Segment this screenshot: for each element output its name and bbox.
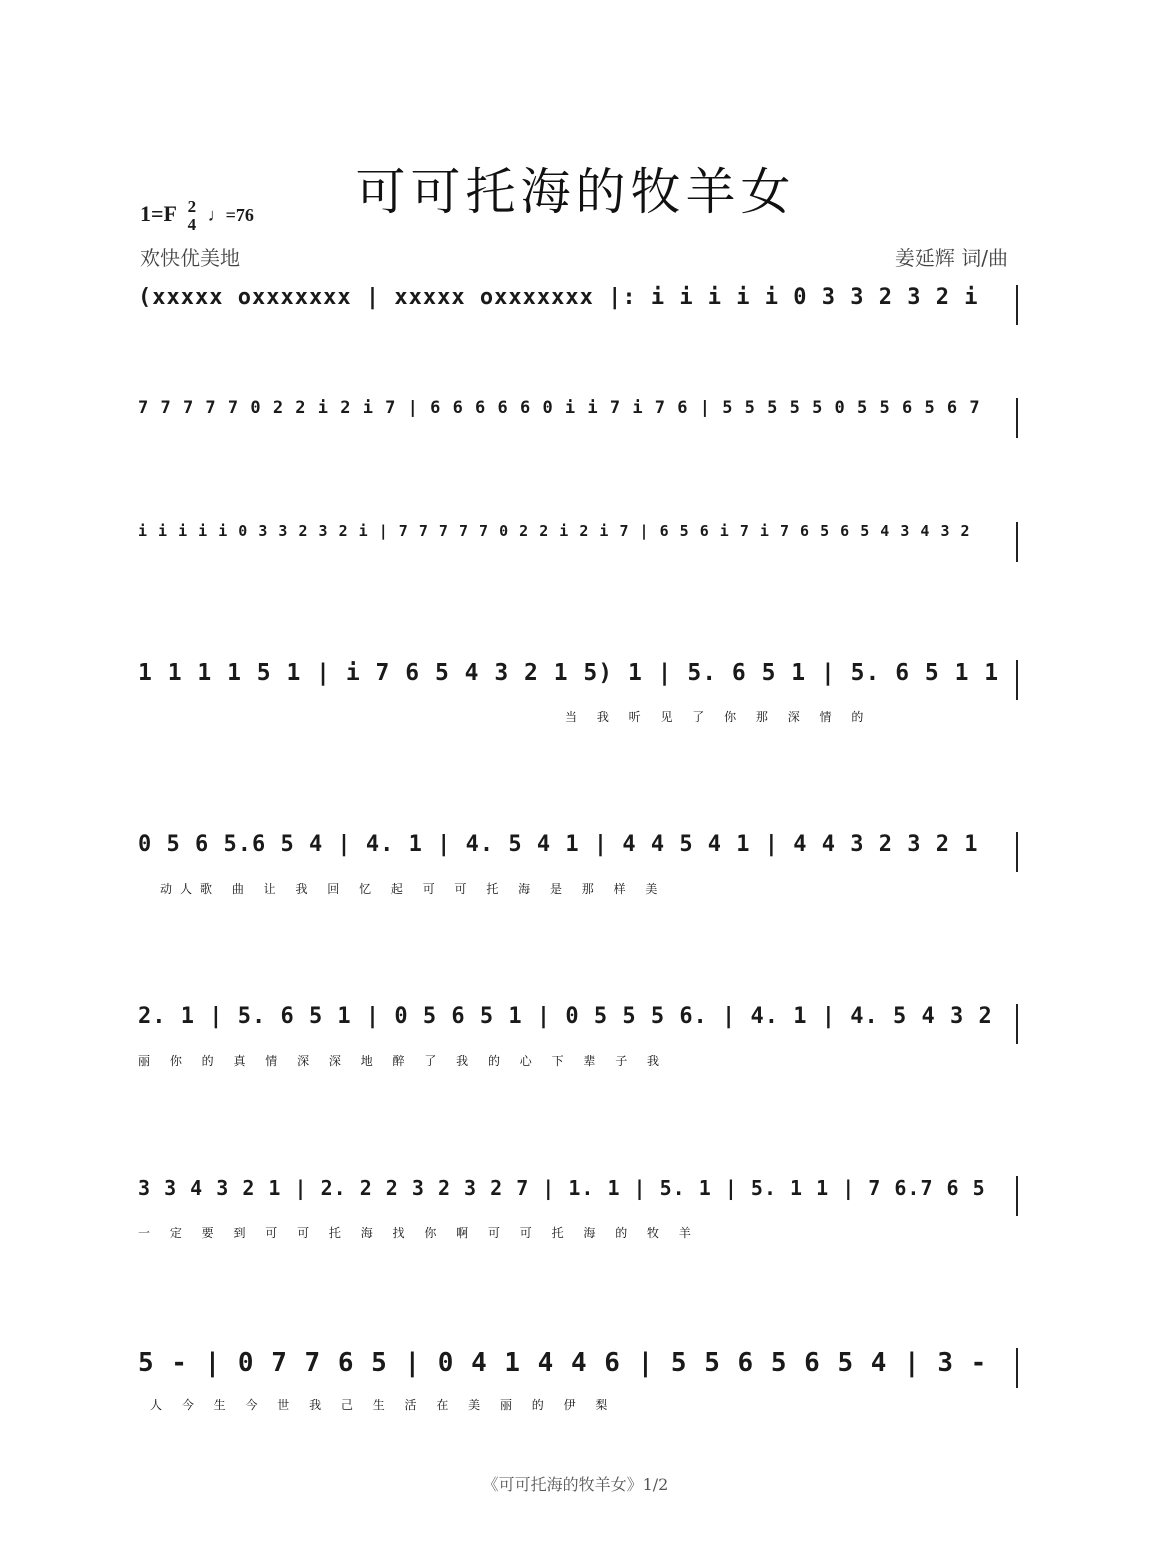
notes: 5 - | 0 7 7 6 5 | 0 4 1 4 4 6 | 5 5 6 5 6 5 4 | 3 -	[138, 1348, 988, 1378]
bar-line	[1016, 660, 1018, 700]
score-line-6	[138, 1004, 1018, 1048]
expression-mark: 欢快优美地	[140, 246, 240, 270]
bar-line	[1016, 522, 1018, 562]
credit: 姜延辉 词/曲	[894, 246, 1008, 270]
notes: i i i i i 0 3 3 2 3 2 i | 7 7 7 7 7 0 2 2 i 2 i 7 | 6 5 6 i 7 i 7 6 5 6 5 4 3 4 3 2	[138, 522, 971, 540]
time-bottom: 4	[187, 215, 197, 234]
score-line-5	[138, 832, 1018, 876]
notes: (xxxxx oxxxxxxx | xxxxx oxxxxxxx |: i i i i i 0 3 3 2 3 2 i	[138, 285, 979, 310]
lyrics-line-6: 丽 你 的 真 情 深 深 地 醉 了 我 的 心 下 辈 子 我	[138, 1054, 668, 1068]
score-line-2	[138, 398, 1018, 442]
bar-line	[1016, 1176, 1018, 1216]
key-signature	[140, 198, 254, 234]
lyrics-line-8: 人 今 生 今 世 我 己 生 活 在 美 丽 的 伊 梨	[150, 1398, 616, 1412]
notes: 1 1 1 1 5 1 | i 7 6 5 4 3 2 1 5) 1 | 5. 6 5 1 | 5. 6 5 1 1	[138, 660, 1000, 686]
page-footer: 《可可托海的牧羊女》1/2	[482, 1475, 669, 1494]
score-line-4	[138, 660, 1018, 704]
score-line-7	[138, 1176, 1018, 1220]
key-label: 1=F	[140, 201, 177, 227]
score-line-8	[138, 1348, 1018, 1392]
time-top: 2	[187, 197, 197, 216]
bar-line	[1016, 1004, 1018, 1044]
notes: 7 7 7 7 7 0 2 2 i 2 i 7 | 6 6 6 6 6 0 i i 7 i 7 6 | 5 5 5 5 5 0 5 5 6 5 6 7	[138, 398, 981, 418]
bar-line	[1016, 832, 1018, 872]
notes: 3 3 4 3 2 1 | 2. 2 2 3 2 3 2 7 | 1. 1 | 5. 1 | 5. 1 1 | 7 6.7 6 5	[138, 1176, 986, 1200]
lyrics-line-5: 动人歌 曲 让 我 回 忆 起 可 可 托 海 是 那 样 美	[160, 882, 666, 896]
notes: 0 5 6 5.6 5 4 | 4. 1 | 4. 5 4 1 | 4 4 5 4 1 | 4 4 3 2 3 2 1	[138, 832, 979, 857]
score-line-1	[138, 285, 1018, 329]
lyrics-line-4: 当 我 听 见 了 你 那 深 情 的	[565, 710, 872, 724]
lyrics-line-7: 一 定 要 到 可 可 托 海 找 你 啊 可 可 托 海 的 牧 羊	[138, 1226, 699, 1240]
bar-line	[1016, 398, 1018, 438]
time-signature	[188, 198, 197, 234]
song-title: 可可托海的牧羊女	[355, 163, 796, 221]
bar-line	[1016, 285, 1018, 325]
score-line-3	[138, 522, 1018, 566]
bar-line	[1016, 1348, 1018, 1388]
notes: 2. 1 | 5. 6 5 1 | 0 5 6 5 1 | 0 5 5 5 6. | 4. 1 | 4. 5 4 3 2	[138, 1004, 993, 1029]
tempo-mark: ♩=76	[207, 205, 254, 226]
